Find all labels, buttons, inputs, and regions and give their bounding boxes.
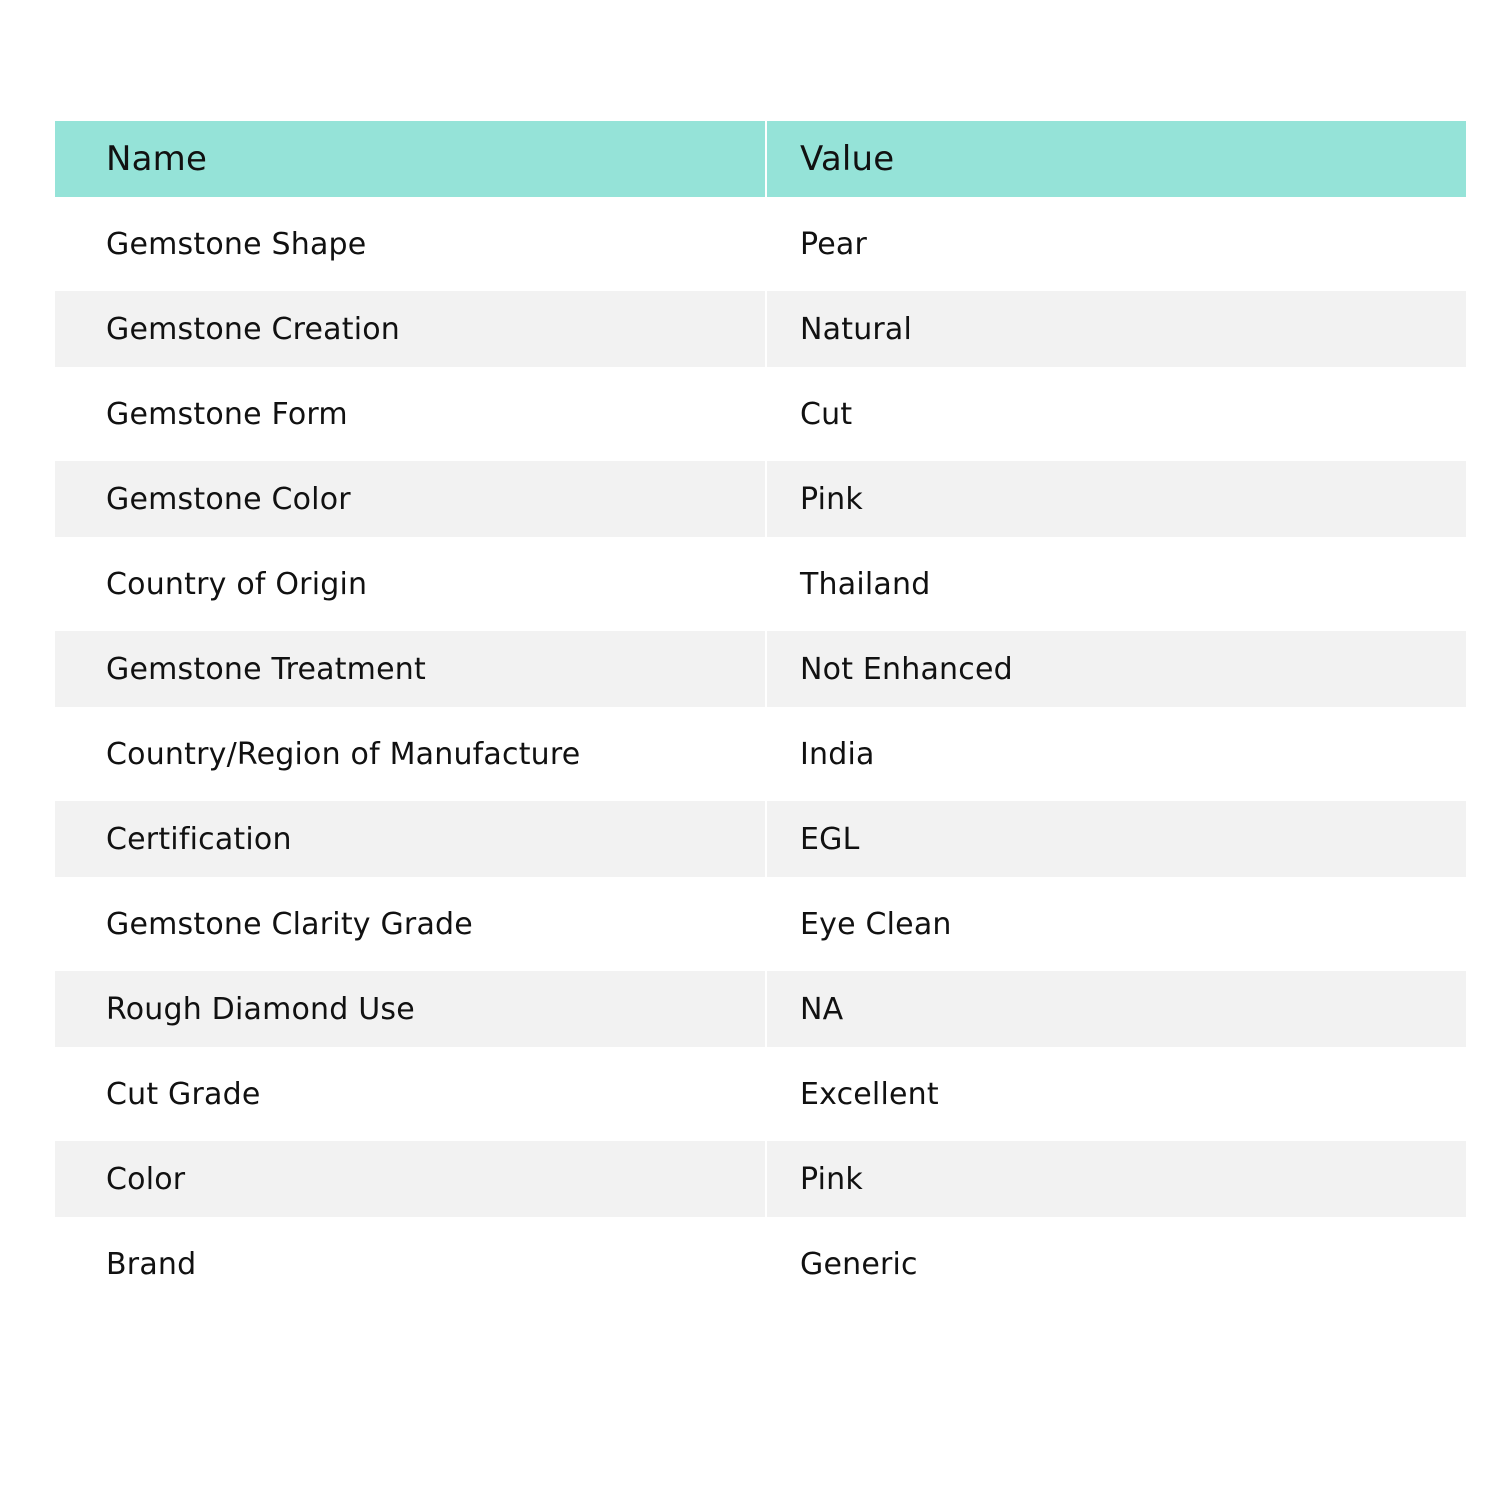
spec-table xyxy=(55,121,1466,1302)
table-row xyxy=(55,206,1466,282)
row-value-cell: Pink xyxy=(767,461,1466,537)
row-name-cell: Gemstone Treatment xyxy=(55,631,765,707)
table-row xyxy=(55,971,1466,1047)
row-name-cell: Color xyxy=(55,1141,765,1217)
row-value-cell: Not Enhanced xyxy=(767,631,1466,707)
table-row xyxy=(55,461,1466,537)
row-name-cell: Gemstone Form xyxy=(106,396,348,432)
row-value-cell: Thailand xyxy=(800,566,931,602)
column-header-value: Value xyxy=(767,121,1466,197)
table-row xyxy=(55,631,1466,707)
row-value-cell: Natural xyxy=(767,291,1466,367)
row-name-cell: Rough Diamond Use xyxy=(55,971,765,1047)
column-header-name: Name xyxy=(55,121,765,197)
row-value-cell: Pink xyxy=(767,1141,1466,1217)
table-row xyxy=(55,801,1466,877)
table-body xyxy=(55,206,1466,1302)
table-header-row xyxy=(55,121,1466,197)
row-value-cell: India xyxy=(800,736,875,772)
row-name-cell: Gemstone Clarity Grade xyxy=(106,906,473,942)
table-row xyxy=(55,1226,1466,1302)
table-row xyxy=(55,546,1466,622)
row-value-cell: Generic xyxy=(800,1246,918,1282)
row-name-cell: Brand xyxy=(106,1246,197,1282)
row-name-cell: Gemstone Color xyxy=(55,461,765,537)
table-row xyxy=(55,1056,1466,1132)
table-row xyxy=(55,1141,1466,1217)
row-name-cell: Certification xyxy=(55,801,765,877)
row-value-cell: NA xyxy=(767,971,1466,1047)
row-name-cell: Cut Grade xyxy=(106,1076,261,1112)
row-name-cell: Gemstone Creation xyxy=(55,291,765,367)
row-value-cell: Pear xyxy=(800,226,867,262)
row-name-cell: Country of Origin xyxy=(106,566,368,602)
table-row xyxy=(55,716,1466,792)
table-row xyxy=(55,886,1466,962)
row-value-cell: Eye Clean xyxy=(800,906,952,942)
table-row xyxy=(55,376,1466,452)
row-value-cell: Cut xyxy=(800,396,853,432)
row-name-cell: Country/Region of Manufacture xyxy=(106,736,581,772)
row-name-cell: Gemstone Shape xyxy=(106,226,367,262)
row-value-cell: EGL xyxy=(767,801,1466,877)
table-row xyxy=(55,291,1466,367)
row-value-cell: Excellent xyxy=(800,1076,939,1112)
